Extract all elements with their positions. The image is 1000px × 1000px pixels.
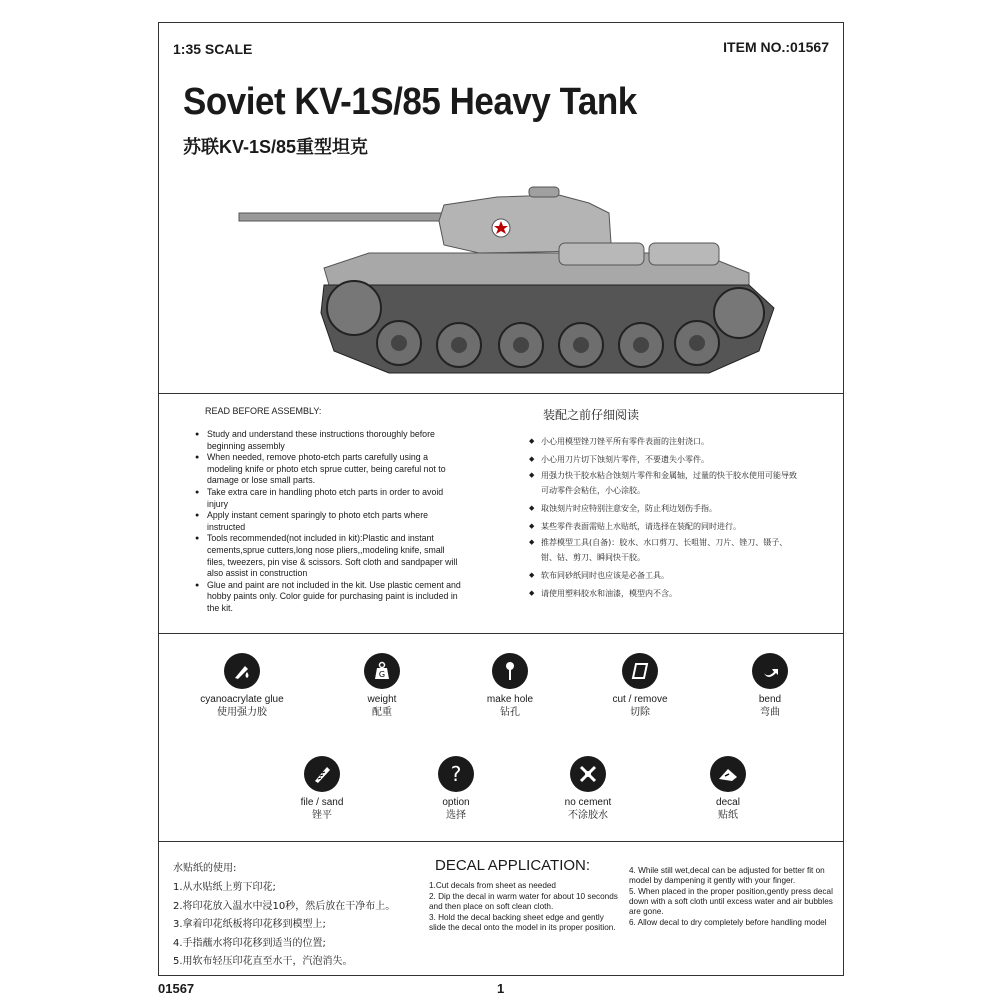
- decal-icon: [710, 756, 746, 792]
- decal-steps-left: [429, 881, 619, 934]
- list-item: ◆ 请使用塑料胶水和油漆，模型内不含。: [529, 585, 799, 603]
- list-item: ◆ 软布同砂纸同时也应该是必备工具。: [529, 567, 799, 585]
- instruction-sheet: [158, 22, 844, 976]
- list-item: 5. When placed in the proper position,gently press decal down with a soft cloth until excess water and air bubbles are gone.: [629, 887, 833, 916]
- read-before-title-cn: 装配之前仔细阅读: [543, 408, 640, 422]
- list-item: ◆ 小心用模型锉刀锉平所有零件表面的注射浇口。: [529, 433, 799, 451]
- glue-drop-icon: [224, 653, 260, 689]
- symbol-option: ? option 选择: [391, 756, 521, 822]
- symbol-glue: cyanoacrylate glue 使用强力胶: [177, 653, 307, 719]
- decal-list-cn: [173, 879, 395, 972]
- list-item: 4.手指蘸水将印花移到适当的位置;: [173, 937, 326, 949]
- divider: [159, 841, 843, 842]
- scale-label: 1:35 SCALE: [173, 41, 253, 57]
- symbol-bend: bend 弯曲: [705, 653, 835, 719]
- symbol-weight: G weight 配重: [317, 653, 447, 719]
- symbol-make-hole: make hole 钻孔: [445, 653, 575, 719]
- list-item: 2. Dip the decal in warm water for about 10 seconds and then place on soft clean cloth.: [429, 892, 618, 911]
- list-item: ● Glue and paint are not included in the kit. Use plastic cement and hobby paints only. Color guide for purchasing paint is included in the kit.: [195, 580, 465, 615]
- symbol-cut: cut / remove 切除: [575, 653, 705, 719]
- list-item: ● Tools recommended(not included in kit):Plastic and instant cements,sprue cutters,long nose pliers,,modeling knife, small files, tweezers, pin vise & scissors. Soft cloth and sandpaper will also assist in construction: [195, 533, 465, 579]
- list-item: 4. While still wet,decal can be adjusted for better fit on model by dampening it gently with your finger.: [629, 866, 825, 885]
- item-number: ITEM NO.:01567: [723, 39, 829, 55]
- drill-icon: [492, 653, 528, 689]
- list-item: 3. Hold the decal backing sheet edge and gently slide the decal onto the model in its proper position.: [429, 913, 616, 932]
- list-item: 3.拿着印花纸板将印花移到模型上;: [173, 919, 326, 930]
- list-item: 6. Allow decal to dry completely before handling model: [629, 918, 827, 927]
- list-item: 1.从水贴纸上剪下印花;: [173, 882, 276, 893]
- footer-code: 01567: [158, 981, 195, 996]
- list-item: 5.用软布轻压印花直至水干，汽泡消失。: [173, 956, 353, 967]
- read-before-list-cn: [529, 433, 799, 602]
- bend-icon: [752, 653, 788, 689]
- page-subtitle-cn: 苏联KV-1S/85重型坦克: [183, 137, 369, 157]
- read-before-title: READ BEFORE ASSEMBLY:: [205, 406, 322, 416]
- list-item: ● Study and understand these instructions thoroughly before beginning assembly: [195, 429, 465, 452]
- page-number: 1: [497, 981, 505, 996]
- divider: [159, 393, 843, 394]
- divider: [159, 633, 843, 634]
- page-title: Soviet KV-1S/85 Heavy Tank: [183, 81, 637, 123]
- list-item: ● Take extra care in handling photo etch parts in order to avoid injury: [195, 487, 465, 510]
- list-item: ◆ 小心用刀片切下蚀刻片零件，不要遗失小零件。: [529, 451, 799, 469]
- symbol-decal: decal 贴纸: [663, 756, 793, 822]
- weight-icon: [364, 653, 400, 689]
- list-item: ● Apply instant cement sparingly to photo etch parts where instructed: [195, 510, 465, 533]
- no-cement-icon: [570, 756, 606, 792]
- svg-text:G: G: [378, 670, 386, 679]
- read-before-list-en: [195, 429, 465, 615]
- list-item: ◆ 推荐模型工具(自备)：胶水、水口剪刀、长咀钳、刀片、锉刀、镊子、钳、钻、剪刀、瞬间快干胶。: [529, 535, 799, 565]
- decal-title-cn: 水贴纸的使用:: [173, 863, 237, 874]
- symbol-no-cement: no cement 不涂胶水: [523, 756, 653, 822]
- list-item: ◆ 取蚀刻片时应特别注意安全，防止利边划伤手指。: [529, 500, 799, 518]
- symbol-file: file / sand 锉平: [257, 756, 387, 822]
- file-icon: [304, 756, 340, 792]
- decal-steps-right: [629, 866, 839, 929]
- list-item: 1.Cut decals from sheet as needed: [429, 881, 556, 890]
- list-item: ◆ 某些零件表面需贴上水贴纸，请选择在装配的同时进行。: [529, 518, 799, 536]
- tank-illustration: [229, 173, 789, 383]
- list-item: ● When needed, remove photo-etch parts carefully using a modeling knife or photo etch sprue cutter, being careful not to damage or lose small parts.: [195, 452, 465, 487]
- cut-icon: [622, 653, 658, 689]
- decal-title: DECAL APPLICATION:: [435, 857, 591, 874]
- list-item: ◆ 用强力快干胶水粘合蚀刻片零件和金属轴，过量的快干胶水使用可能导致可动零件会粘住，小心涂胶。: [529, 468, 799, 498]
- question-icon: ?: [438, 756, 474, 792]
- list-item: 2.将印花放入温水中浸10秒，然后放在干净布上。: [173, 900, 396, 912]
